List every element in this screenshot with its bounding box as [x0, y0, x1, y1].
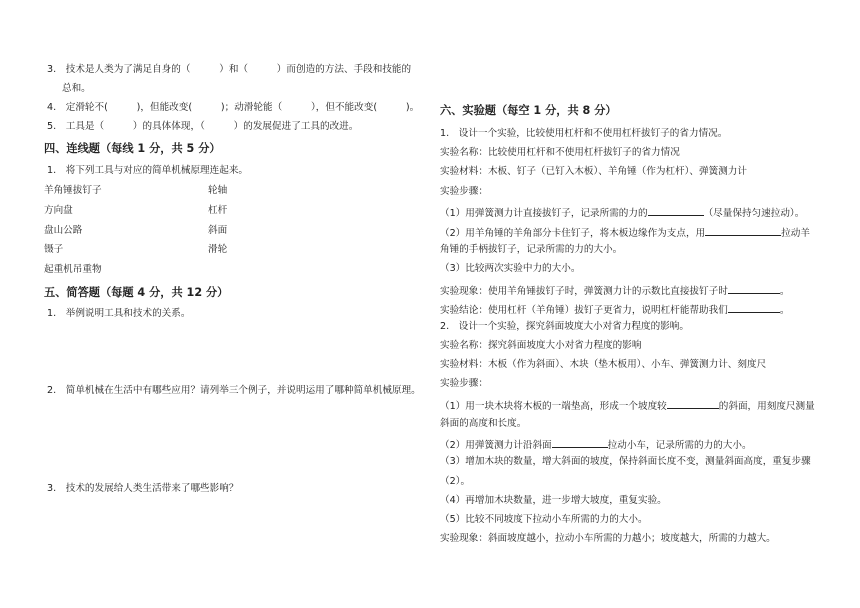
experiment-1-name: 实验名称：比较使用杠杆和不使用杠杆拔钉子的省力情况 — [440, 147, 680, 158]
question-3: 3. 技术是人类为了满足自身的（ ）和（ ）而创造的方法、手段和技能的 — [47, 64, 412, 75]
experiment-2-step-1-cont: 斜面的高度和长度。 — [440, 418, 527, 429]
tool-item[interactable]: 镊子 — [44, 244, 64, 255]
experiment-2-step-1: （1）用一块木块将木板的一端垫高，形成一个坡度较 的斜面，用刻度尺测量 — [440, 398, 815, 413]
experiment-2-step-3: （3）增加木块的数量，增大斜面的坡度，保持斜面长度不变，测量斜面高度，重复步骤 — [440, 456, 811, 467]
experiment-2-step-2: （2）用弹簧测力计沿斜面 拉动小车，记录所需的力的大小。 — [440, 437, 752, 452]
principle-item[interactable]: 轮轴 — [208, 185, 228, 196]
experiment-2-phenomenon: 实验现象：斜面坡度越小，拉动小车所需的力越小；坡度越大，所需的力越大。 — [440, 533, 776, 544]
principle-item[interactable]: 滑轮 — [208, 244, 228, 255]
answer-blank[interactable] — [648, 205, 704, 216]
tool-item[interactable]: 盘山公路 — [44, 225, 83, 236]
principle-item[interactable]: 杠杆 — [208, 205, 228, 216]
tool-item[interactable]: 方向盘 — [44, 205, 73, 216]
question-4: 4. 定滑轮不( )，但能改变( )；动滑轮能（ ），但不能改变( )。 — [47, 102, 420, 113]
short-answer-2: 2. 简单机械在生活中有哪些应用？请列举三个例子，并说明运用了哪种简单机械原理。 — [47, 385, 421, 396]
answer-blank[interactable] — [667, 398, 719, 409]
experiment-1-conclusion: 实验结论：使用杠杆（羊角锤）拔钉子更省力，说明杠杆能帮助我们 。 — [440, 302, 789, 317]
question-5: 5. 工具是（ ）的具体体现，（ ）的发展促进了工具的改进。 — [47, 121, 359, 132]
section-6-title: 六、实验题（每空 1 分，共 8 分） — [440, 104, 617, 117]
answer-blank[interactable] — [728, 283, 780, 294]
tool-item[interactable]: 羊角锤拔钉子 — [44, 185, 102, 196]
experiment-1-steps-label: 实验步骤： — [440, 186, 488, 197]
short-answer-3: 3. 技术的发展给人类生活带来了哪些影响？ — [47, 483, 239, 494]
answer-blank[interactable] — [705, 225, 781, 236]
experiment-2-step-3-cont: （2）。 — [440, 476, 471, 487]
answer-blank[interactable] — [552, 437, 608, 448]
answer-blank[interactable] — [728, 302, 780, 313]
short-answer-1: 1. 举例说明工具和技术的关系。 — [47, 308, 191, 319]
experiment-1-phenomenon: 实验现象：使用羊角锤拔钉子时，弹簧测力计的示数比直接拔钉子时 。 — [440, 283, 789, 298]
section-5-title: 五、简答题（每题 4 分，共 12 分） — [44, 286, 229, 299]
tool-item[interactable]: 起重机吊重物 — [44, 264, 102, 275]
experiment-1-step-2: （2）用羊角锤的羊角部分卡住钉子，将木板边缘作为支点，用 拉动羊 — [440, 225, 810, 240]
experiment-1-materials: 实验材料：木板、钉子（已钉入木板）、羊角锤（作为杠杆）、弹簧测力计 — [440, 166, 747, 177]
matching-instruction: 1. 将下列工具与对应的简单机械原理连起来。 — [47, 165, 249, 176]
question-3-cont: 总和。 — [62, 83, 91, 94]
experiment-2-question: 2. 设计一个实验，探究斜面坡度大小对省力程度的影响。 — [440, 321, 689, 332]
experiment-2-materials: 实验材料：木板（作为斜面）、木块（垫木板用）、小车、弹簧测力计、刻度尺 — [440, 359, 767, 370]
section-4-title: 四、连线题（每线 1 分，共 5 分） — [44, 142, 221, 155]
experiment-1-step-2-cont: 角锤的手柄拔钉子，记录所需的力的大小。 — [440, 244, 623, 255]
experiment-1-question: 1. 设计一个实验，比较使用杠杆和不使用杠杆拔钉子的省力情况。 — [440, 128, 728, 139]
experiment-2-steps-label: 实验步骤： — [440, 378, 488, 389]
experiment-1-step-3: （3）比较两次实验中力的大小。 — [440, 263, 581, 274]
experiment-2-name: 实验名称：探究斜面坡度大小对省力程度的影响 — [440, 340, 642, 351]
experiment-2-step-5: （5）比较不同坡度下拉动小车所需的力的大小。 — [440, 514, 648, 525]
experiment-1-step-1: （1）用弹簧测力计直接拔钉子，记录所需的力的 （尽量保持匀速拉动）。 — [440, 205, 804, 220]
experiment-2-step-4: （4）再增加木块数量，进一步增大坡度，重复实验。 — [440, 495, 667, 506]
principle-item[interactable]: 斜面 — [208, 225, 228, 236]
